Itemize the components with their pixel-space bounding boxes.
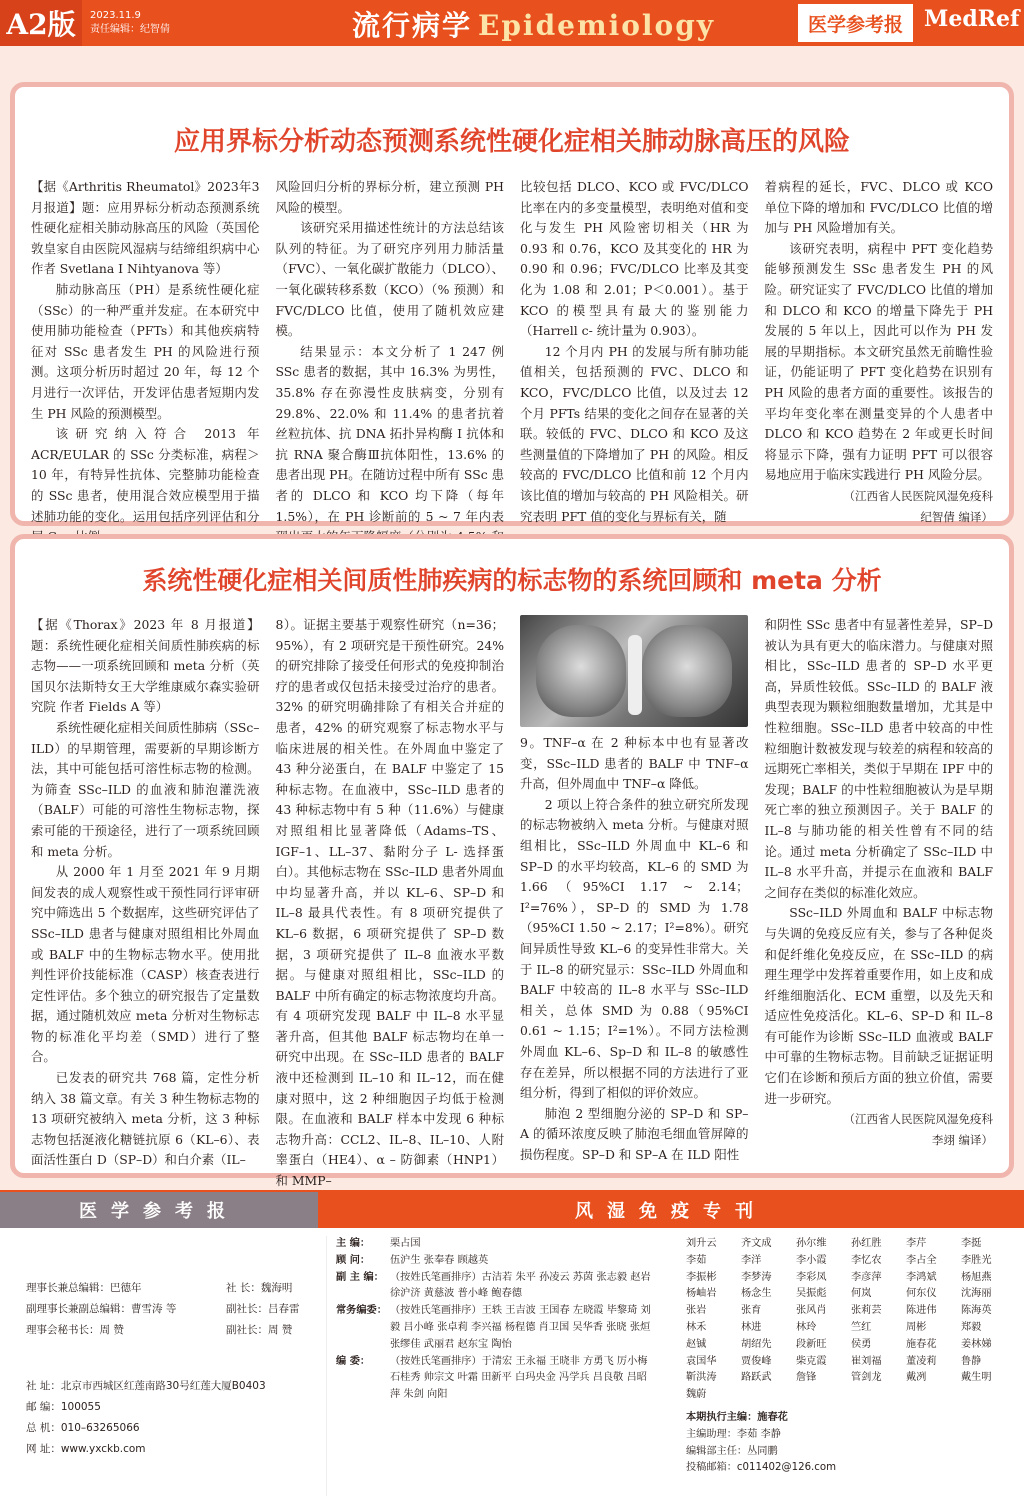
role-label: 顾 问： [336, 1254, 371, 1266]
board-member-name: 张岩 [686, 1305, 707, 1317]
board-member-name: 贾俊峰 [741, 1355, 772, 1367]
editorial-director: 编辑部主任：丛同鹏 [686, 1445, 778, 1457]
board-member-name: 侯勇 [851, 1338, 872, 1350]
board-member-name: 董凌莉 [906, 1355, 937, 1367]
board-member-name: 沈海丽 [961, 1288, 992, 1300]
role-names: （按姓氏笔画排序）古洁若 朱平 孙凌云 苏茵 张志毅 赵岩 徐沪济 黄慈波 普小峰 鲍春德 [390, 1271, 651, 1300]
paragraph: 已发表的研究共 768 篇，定性分析纳入 38 篇文章。有关 3 种生物标志物的 13 项研究被纳入 meta 分析，这 3 种标志物包括涎液化糖链抗原 6（KL–6）、表面活性蛋白 D（SP–D）和白介素（IL– [31, 1070, 260, 1168]
names-grid [686, 1236, 1016, 1404]
role-label: 编 委： [336, 1355, 371, 1367]
byline-translator: 李翊 编译） [931, 1132, 993, 1147]
paragraph: 比较包括 DLCO、KCO 或 FVC/DLCO 比率在内的多变量模型，表明绝对值和变化与发生 PH 风险密切相关（HR 为 0.93 和 0.76，KCO 及其变化的 HR 为 0.90 和 0.96；FVC/DLCO 比率及其变化为 1.08 和 2.01；P＜0.001）。基于 KCO 的模型具有最大的鉴别能力（Harrell c- 统计量为 0.903）。 [520, 179, 749, 339]
board-member-name: 杨旭燕 [961, 1271, 992, 1283]
board-member-name: 陈进伟 [906, 1305, 937, 1317]
article-1-columns [31, 177, 993, 522]
board-member-name: 李鸿斌 [906, 1271, 937, 1283]
board-member-name: 李彩凤 [796, 1271, 827, 1283]
paragraph: 从 2000 年 1 月至 2021 年 9 月期间发表的成人观察性或干预性同行评审研究中筛选出 5 个数据库，这些研究评估了 SSc–ILD 患者与健康对照组相比外周血或 BALF 中的生物标志物水平。使用批判性评价技能标准（CASP）核查表进行定性评估。多个独立的研究报告了定量数据，通过随机效应 meta 分析对生物标志物的标准化平均差（SMD）进行了整合。 [31, 864, 260, 1065]
paragraph: 【据《Thorax》2023 年 8 月报道】题：系统性硬化症相关间质性肺疾病的标志物——一项系统回顾和 meta 分析（英国贝尔法斯特女王大学维康威尔森实验研究院 作者 Fields A 等） [31, 617, 260, 715]
article-2-col-4 [765, 615, 994, 1175]
ct-scan-image [520, 615, 748, 727]
board-member-name: 魏蔚 [686, 1389, 707, 1401]
board-member-name: 张风肖 [796, 1305, 827, 1317]
role-names: （按姓氏笔画排序）王轶 王吉波 王国春 左晓霞 毕黎琦 刘毅 吕小峰 张卓莉 李兴福 杨程德 肖卫国 吴华香 张晓 张烜 张缪佳 武丽君 赵东宝 陶怡 [390, 1305, 651, 1350]
board-member-name: 陈海英 [961, 1305, 992, 1317]
paragraph: 该研究纳入符合 2013 年 ACR/EULAR 的 SSc 分类标准，病程＞10 年，有特异性抗体、完整肺功能检查的 SSc 患者，使用混合效应模型用于描述肺功能的变化。运用包括序列评估和分 [31, 426, 260, 524]
board-member-name: 李芹 [906, 1238, 927, 1249]
board-member-name: 杨念生 [741, 1288, 772, 1300]
article-2-title: 系统性硬化症相关间质性肺疾病的标志物的系统回顾和 meta 分析 [142, 566, 882, 595]
board-member-name: 施春花 [906, 1338, 937, 1350]
staff-item: 理事长兼总编辑：巴德年 [26, 1282, 142, 1294]
board-member-name: 姜林娣 [961, 1338, 992, 1350]
paragraph: 肺动脉高压（PH）是系统性硬化症（SSc）的一种严重并发症。在本研究中使用肺功能检查（PFTs）和其他疾病特征对 SSc 患者发生 PH 的风险进行预测。这项分析历时超过 20 年，每 12 个月进行一次评估，开发评估患者短期内发生 PH 风险的预测模型。 [31, 281, 260, 421]
board-member-name: 何东仪 [906, 1288, 937, 1300]
board-member-name: 戴冽 [906, 1372, 927, 1384]
paragraph: 系统性硬化症相关间质性肺病（SSc–ILD）的早期管理，需要新的早期诊断方法，其中可能包括可溶性标志物的检测。为筛查 SSc–ILD 的血液和肺泡灌洗液（BALF）可能的可溶性生物标志物，探索可能的干预途径，进行了一项系统回顾和 meta 分析。 [31, 719, 260, 859]
article-2-col-1 [31, 615, 260, 1175]
board-member-name: 胡绍先 [741, 1338, 772, 1350]
board-member-name: 管剑龙 [851, 1372, 882, 1384]
article-1-col-2 [276, 177, 505, 522]
contact-info [26, 1376, 316, 1460]
spine-shape [628, 635, 642, 715]
board-member-name: 袁国华 [686, 1355, 717, 1367]
masthead-footer [0, 1190, 1024, 1503]
board-member-name: 周彬 [906, 1321, 927, 1333]
board-member-name: 竺红 [851, 1321, 872, 1333]
article-2-panel [10, 534, 1014, 1189]
role-label: 副 主 编： [336, 1271, 384, 1283]
staff-item: 副社长：周 赞 [226, 1324, 293, 1336]
article-1-title: 应用界标分析动态预测系统性硬化症相关肺动脉高压的风险 [173, 127, 850, 157]
section-title-en: Epidemiology [478, 9, 716, 42]
board-member-name: 张莉芸 [851, 1305, 882, 1317]
article-1-panel [10, 82, 1014, 526]
board-member-name: 张育 [741, 1305, 762, 1317]
board-member-name: 赵铖 [686, 1338, 707, 1350]
staff-item: 社 长：魏海明 [226, 1282, 293, 1294]
board-member-name: 李茹 [686, 1254, 707, 1266]
paragraph: 9。TNF–α 在 2 种标本中也有显著改变，SSc–ILD 患者的 BALF 中 TNF–α 升高，但外周血中 TNF–α 降低。 [520, 735, 749, 792]
article-2-col-2 [275, 615, 505, 1189]
section-title [352, 4, 715, 44]
paragraph: 结果显示：本文分析了 1 247 例 SSc 患者的数据，其中 16.3% 为男性，35.8% 存在弥漫性皮肤病变，分别有 29.8%、22.0% 和 11.4% 的患者抗着丝粒抗体、抗 DNA 拓扑异构酶 I 抗体和抗 RNA 聚合酶Ⅲ抗体阳性，13.6% 的患者出现 PH。在随访过程中所有 SSc 患者的 DLCO 和 KCO 均下降（每年 1.5%），在 PH 诊断前的 5 ~ 7 年内表 [275, 343, 504, 524]
paragraph: SSc–ILD 外周血和 BALF 中标志物与失调的免疫反应有关，参与了各种促炎和促纤维化免疫反应，在 SSc–ILD 的病理生理学中发挥着重要作用，如上皮和成纤维细胞活化、ECM 重塑，以及先天和适应性免疫活化。KL–6、SP–D 和 IL–8 有可能作为诊断 SSc–ILD 血液或 BALF 中可靠的生物标志物。目前缺乏证据证明它们在诊断和预后方面的独立价值，需要进一步研究。 [764, 905, 993, 1106]
role-label: 主 编： [336, 1238, 371, 1249]
staff-list [26, 1278, 316, 1341]
footer-divider [326, 1236, 327, 1496]
paragraph: 肺泡 2 型细胞分泌的 SP–D 和 SP–A 的循环浓度反映了肺泡毛细血管屏障的损伤程度。SP–D 和 SP–A 在 ILD 阳性 [520, 1105, 749, 1162]
staff-item: 副社长：吕春雷 [226, 1303, 300, 1315]
board-member-name: 段新旺 [796, 1338, 827, 1350]
postcode: 邮 编：100055 [26, 1401, 101, 1413]
board-member-name: 鲁静 [961, 1355, 982, 1367]
role-names: 伍沪生 张奉春 顾越英 [390, 1254, 489, 1266]
paragraph: 风险回归分析的界标分析，建立预测 PH 风险的模型。 [275, 179, 504, 215]
staff-item: 副理事长兼副总编辑：曹雪涛 等 [26, 1303, 177, 1315]
header-meta [82, 9, 232, 37]
byline-affiliation: （江西省人民医院风湿免疫科 [843, 488, 993, 503]
role-names: （按姓氏笔画排序）于清宏 王永福 王晓非 方勇飞 厉小梅 石桂秀 帅宗文 叶霜 田新平 白玛央金 冯学兵 吕良敬 吕昭萍 朱剑 向阳 [390, 1355, 648, 1401]
board-member-name: 李忆农 [851, 1254, 882, 1266]
paragraph: 该研究表明，病程中 PFT 变化趋势能够预测发生 SSc 患者发生 PH 的风险。研究证实了 FVC/DLCO 比值的增加和 DLCO 和 KCO 的增量下降先于 PH 发展的 5 年以上，因此可以作为 PH 发展的早期指标。本文研究虽然无前瞻性验证，仍能证明了 PFT 变化趋势在识别有 PH 风险的患者方面的重要性。该报告的平均年变化率在测量变异的个人患者中 DLCO 和 KCO 趋势在 2 年或更长时间将显示下降，强有力证明 PFT 可以很容易地应用于临床实践进行 PH 风险分层。 [764, 240, 993, 483]
board-member-name: 孙红胜 [851, 1238, 882, 1249]
lung-right-shape [642, 625, 732, 717]
exec-editor: 本期执行主编：施春花 [686, 1411, 788, 1423]
staff-item: 理事会秘书长：周 赞 [26, 1324, 124, 1336]
board-member-name: 杨岫岩 [686, 1288, 717, 1300]
board-member-name: 刘升云 [686, 1238, 717, 1249]
board-member-name: 李梦涛 [741, 1271, 772, 1283]
board-member-name: 吴振彪 [796, 1288, 827, 1300]
board-member-name: 詹锋 [796, 1372, 817, 1384]
board-member-name: 李小霞 [796, 1254, 827, 1266]
board-member-name: 李挺 [961, 1238, 982, 1249]
editorial-board [336, 1236, 656, 1404]
article-2-col-3 [520, 615, 749, 1175]
role-names: 栗占国 [390, 1238, 421, 1249]
brand-en: MedRef [924, 6, 1020, 32]
issue-date: 2023.11.9 [90, 10, 141, 21]
board-member-name: 李占全 [906, 1254, 937, 1266]
paragraph: 着病程的延长，FVC、DLCO 或 KCO 单位下降的增加和 FVC/DLCO 比值的增加与 PH 风险增加有关。 [764, 179, 993, 236]
board-member-name: 何岚 [851, 1288, 872, 1300]
paragraph: 12 个月内 PH 的发展与所有肺功能值相关，包括预测的 FVC、DLCO 和 KCO，FVC/DLCO 比值，以及过去 12 个月 PFTs 结果的变化之间存在显著的关联。较低的 FVC、DLCO 和 KCO 及这些测量值的下降增加了 PH 的风险。相反较高的 FVC/DLCO 比值和前 12 个月内该比值的增加与较高的 PH 风险相关。研究表明 PFT 值的变化与界标有关，随 [520, 343, 749, 524]
edition-label: A2版 [0, 0, 82, 46]
byline-affiliation: （江西省人民医院风湿免疫科 [843, 1112, 993, 1127]
section-title-cn: 流行病学 [352, 9, 473, 42]
board-member-name: 戴生明 [961, 1372, 992, 1384]
board-member-name: 李彦萍 [851, 1271, 882, 1283]
role-label: 常务编委： [336, 1305, 387, 1317]
board-member-name: 李振彬 [686, 1271, 717, 1283]
paragraph: 【据《Arthritis Rheumatol》2023年3月报道】题：应用界标分析动态预测系统性硬化症相关肺动脉高压的风险（英国伦敦皇家自由医院风湿病与结缔组织病中心 作者 Svetlana I Nihtyanova 等） [31, 179, 260, 277]
board-member-name: 林禾 [686, 1321, 707, 1333]
byline-translator: 纪智倩 编译） [920, 509, 993, 524]
board-member-name: 李洋 [741, 1254, 762, 1266]
board-member-name: 路跃武 [741, 1372, 772, 1384]
phone: 总 机：010–63265066 [26, 1422, 140, 1434]
board-member-name: 齐文成 [741, 1238, 772, 1249]
paragraph: 该研究采用描述性统计的方法总结该队列的特征。为了研究序列用力肺活量（FVC）、一氧化碳扩散能力（DLCO）、一氧化碳转移系数（KCO）（% 预测）和 FVC/DLCO 比值，使用了随机效应建模。 [275, 220, 504, 339]
editor-assistants: 主编助理：李茹 李静 [686, 1428, 781, 1440]
article-1-col-1 [31, 177, 260, 522]
responsible-editor: 责任编辑：纪智倩 [90, 24, 170, 35]
address: 社 址：北京市西城区红莲南路30号红莲大厦B0403 [26, 1380, 266, 1392]
board-member-name: 林进 [741, 1321, 762, 1333]
board-member-name: 郑毅 [961, 1321, 982, 1333]
paragraph: 2 项以上符合条件的独立研究所发现的标志物被纳入 meta 分析。与健康对照组相比，SSc–ILD 外周血中 KL–6 和 SP–D 的水平均较高，KL–6 的 SMD 为 1.66（95%CI 1.17 ~ 2.14；I²=76%），SP–D 的 SMD 为 1.78（95%CI 1.50 ~ 2.17；I²=8%）。研究间异质性导致 KL–6 的变异性非常大。关于 IL–8 的研究显示：SSc–ILD 外周血和 BALF 中较高的 IL–8 水平与 SSc–ILD 相关，总体 SMD 为 0.88（95%CI 0.61 ~ 1.15；I²=1%）。不同方法检测外周血 KL–6、Sp–D 和 IL–8 的敏感性存在差异，所以根据不同的方法进行了亚组分析，得到了相似的评价效应。 [520, 796, 749, 1101]
footer-left-title: 医学参考报 [0, 1192, 318, 1228]
board-member-name: 林玲 [796, 1321, 817, 1333]
article-1-col-3 [520, 177, 749, 522]
paragraph: 和阴性 SSc 患者中有显著性差异，SP–D 被认为具有更大的临床潜力。与健康对照相比，SSc–ILD 患者的 SP–D 水平更高，异质性较低。SSc–ILD 的 BALF 液典型表现为颗粒细胞数量增加，尤其是中性粒细胞。SSc–ILD 患者中较高的中性粒细胞计数被发现与较差的病程和较高的远期死亡率相关，类似于早期在 IPF 中的发现；BALF 的中性粒细胞被认为是早期死亡率的独立预测因子。关于 BALF 的 IL–8 与肺功能的相关性曾有不同的结论。通过 meta 分析确定了 SSc–ILD 中 IL–8 水平升高，并提示在血液和 BALF 之间存在类似的标准化效应。 [764, 617, 993, 900]
brand-cn: 医学参考报 [798, 4, 913, 42]
editorial-board-names [686, 1236, 1016, 1477]
board-member-name: 柴克霞 [796, 1355, 827, 1367]
board-member-name: 李胜光 [961, 1254, 992, 1266]
article-1-col-4 [765, 177, 994, 522]
lung-left-shape [536, 625, 626, 717]
board-member-name: 孙尔维 [796, 1238, 827, 1249]
page-header [0, 0, 1024, 46]
article-2-columns [31, 615, 993, 1189]
footer-right-title: 风湿免疫专刊 [318, 1192, 1024, 1228]
board-member-name: 靳洪涛 [686, 1372, 717, 1384]
board-member-name: 崔刘福 [851, 1355, 882, 1367]
submission-email: 投稿邮箱：c011402@126.com [686, 1462, 837, 1474]
website: 网 址：www.yxckb.com [26, 1443, 146, 1455]
paragraph: 8）。证据主要基于观察性研究（n=36；95%），有 2 项研究是干预性研究。24% 的研究排除了接受任何形式的免疫抑制治疗的患者或仅包括未接受过治疗的患者。32% 的研究明确排除了有相关合并症的患者，42% 的研究观察了标志物水平与临床进展的相关性。在外周血中鉴定了 43 种分泌蛋白，在 BALF 中鉴定了 15 种标志物。在血液中，SSc–ILD 患者的 43 种标志物中有 5 种（11.6%）与健康对照组相比显著降低（Adams–TS、IGF–1、LL–37、黏附分子 L- 选择蛋白）。其他标志物在 SSc–ILD 患者外周血中均显著升高，并以 KL–6、SP–D 和 IL–8 最具代表性。有 8 项研究提供了 KL–6 数据，6 项研究提供了 SP–D 数据，3 项研究提供了 IL–8 血液水平数据。与健康对照组相比，SSc–ILD 的 BALF 中所有确定的标志物浓度均升高。有 4 项研究发现 BALF 中 IL–8 水平显著升高，但其他 BALF 标志物均在单一研究中出现。在 SSc–ILD 患者的 BALF 液中还检测到 IL–10 和 IL–12，而在健康对照中，这 2 种细胞因子均低于检测限。在血液和 BALF 样本中发现 6 种标志物升高：CCL2、IL–8、IL–10、人附睾蛋白（HE4）、α – 防御素（HNP1）和 MMP– [275, 617, 504, 1189]
